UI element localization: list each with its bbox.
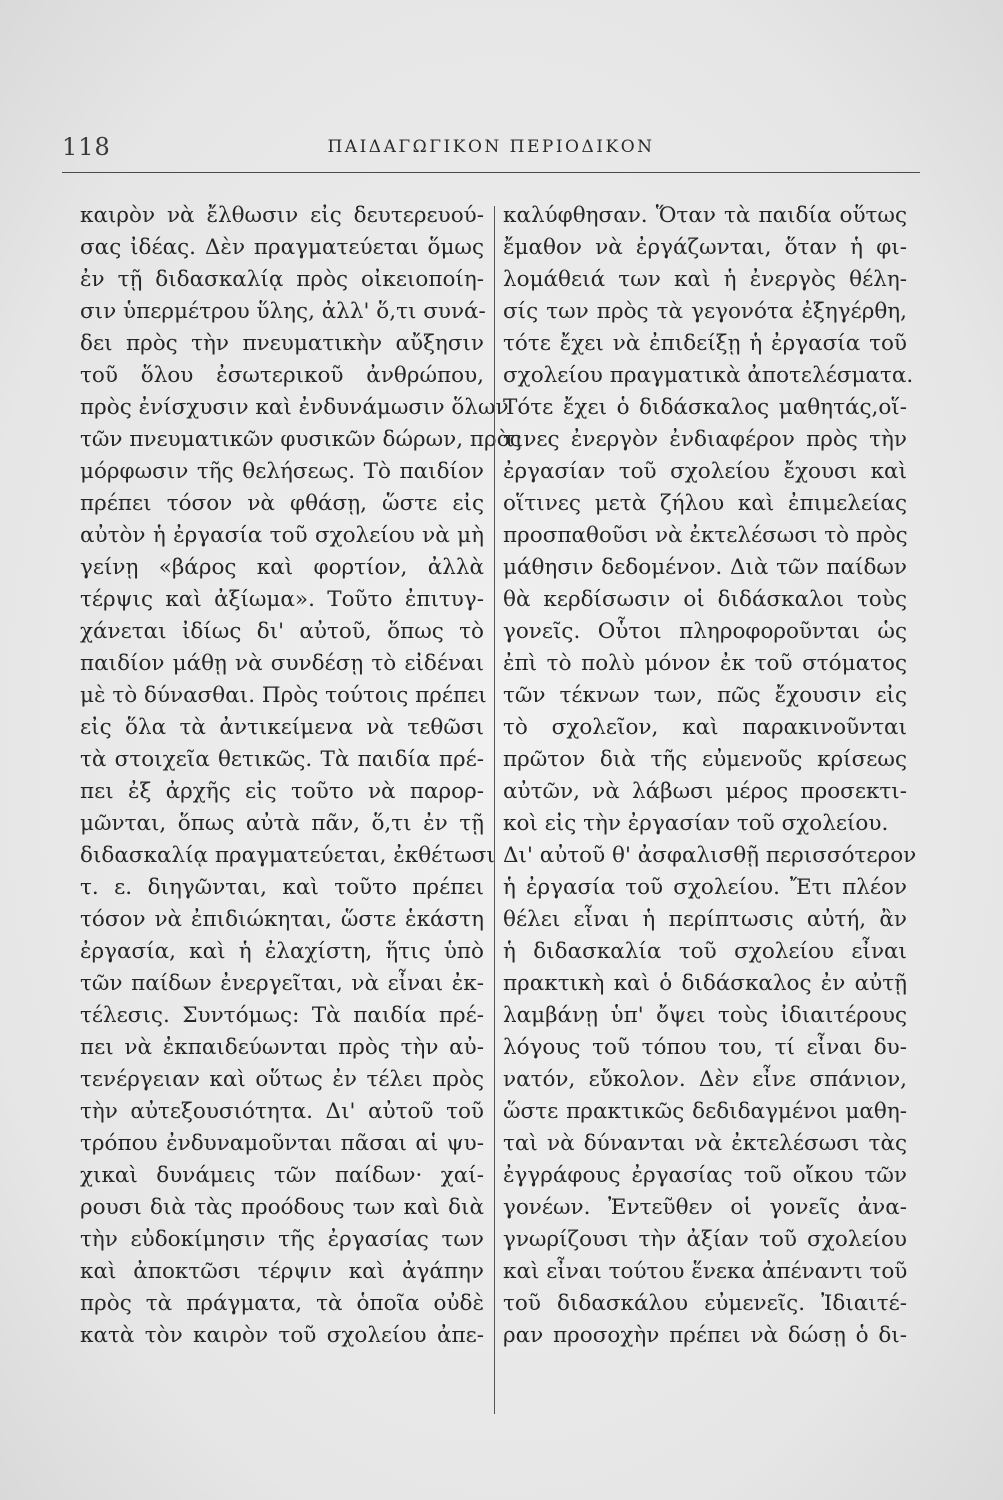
text-line: Τότε ἔχει ὁ διδάσκαλος μαθητάς,οἵ- (503, 395, 907, 420)
text-line: λαμβάνῃ ὑπ' ὄψει τοὺς ἰδιαιτέρους (503, 1003, 907, 1028)
text-line: σίς των πρὸς τὰ γεγονότα ἐξηγέρθη, (503, 299, 907, 324)
text-line: μόρφωσιν τῆς θελήσεως. Τὸ παιδίον (80, 459, 484, 484)
text-line: ἐργασία, καὶ ἡ ἐλαχίστη, ἥτις ὑπὸ (80, 939, 484, 964)
text-line: τέρψις καὶ ἀξίωμα». Τοῦτο ἐπιτυγ- (80, 587, 484, 612)
text-line: πει νὰ ἐκπαιδεύωνται πρὸς τὴν αὐ- (80, 1035, 484, 1060)
text-line: τινες ἐνεργὸν ἐνδιαφέρον πρὸς τὴν (503, 427, 907, 452)
page-number: 118 (62, 133, 111, 161)
text-line: λομάθειά των καὶ ἡ ἐνεργὸς θέλη- (503, 267, 907, 292)
text-line: ἐγγράφους ἐργασίας τοῦ οἴκου τῶν (503, 1163, 907, 1188)
text-line: τοῦ ὅλου ἐσωτερικοῦ ἀνθρώπου, (80, 363, 484, 388)
text-line: τὴν εὐδοκίμησιν τῆς ἐργασίας των (80, 1227, 484, 1252)
text-line: τὸ σχολεῖον, καὶ παρακινοῦνται (503, 715, 907, 740)
text-line: τῶν πνευματικῶν φυσικῶν δώρων, πρὸς (80, 427, 522, 452)
text-line: τῶν παίδων ἐνεργεῖται, νὰ εἶναι ἐκ- (80, 971, 484, 996)
text-line: κοὶ εἰς τὴν ἐργασίαν τοῦ σχολείου. (503, 811, 889, 836)
text-line: τότε ἔχει νὰ ἐπιδείξῃ ἡ ἐργασία τοῦ (503, 331, 907, 356)
text-line: χικαὶ δυνάμεις τῶν παίδων· χαί- (80, 1163, 484, 1188)
text-line: πρὸς τὰ πράγματα, τὰ ὁποῖα οὐδὲ (80, 1291, 484, 1316)
text-line: αὐτῶν, νὰ λάβωσι μέρος προσεκτι- (503, 779, 907, 804)
text-line: χάνεται ἰδίως δι' αὐτοῦ, ὅπως τὸ (80, 619, 484, 644)
right-column (503, 200, 917, 1352)
text-line: ρουσι διὰ τὰς προόδους των καὶ διὰ (80, 1195, 484, 1220)
text-line: ραν προσοχὴν πρέπει νὰ δώσῃ ὁ δι- (503, 1323, 907, 1348)
text-line: πει ἐξ ἀρχῆς εἰς τοῦτο νὰ παρορ- (80, 779, 484, 804)
page-header (62, 133, 920, 167)
text-line: νατόν, εὔκολον. Δὲν εἶνε σπάνιον, (503, 1067, 907, 1092)
text-line: ἡ ἐργασία τοῦ σχολείου. Ἔτι πλέον (503, 875, 907, 900)
text-line: Δι' αὐτοῦ θ' ἀσφαλισθῇ περισσότερον (503, 843, 917, 868)
text-line: καλύφθησαν. Ὅταν τὰ παιδία οὕτως (503, 203, 907, 228)
text-line: καὶ εἶναι τούτου ἕνεκα ἀπέναντι τοῦ (503, 1259, 908, 1284)
header-rule (62, 172, 920, 173)
text-line: τενέργειαν καὶ οὕτως ἐν τέλει πρὸς (80, 1067, 484, 1092)
text-line: πρακτικὴ καὶ ὁ διδάσκαλος ἐν αὐτῇ (503, 971, 907, 996)
text-line: μάθησιν δεδομένον. Διὰ τῶν παίδων (503, 555, 907, 580)
text-line: αὐτὸν ἡ ἐργασία τοῦ σχολείου νὰ μὴ (80, 523, 484, 548)
text-line: γείνῃ «βάρος καὶ φορτίον, ἀλλὰ (80, 555, 484, 580)
text-line: οἵτινες μετὰ ζήλου καὶ ἐπιμελείας (503, 491, 907, 516)
text-line: ἐργασίαν τοῦ σχολείου ἔχουσι καὶ (503, 459, 907, 484)
text-line: ἡ διδασκαλία τοῦ σχολείου εἶναι (503, 939, 907, 964)
left-column (80, 200, 522, 1352)
text-line: τοῦ διδασκάλου εὐμενεῖς. Ἰδιαιτέ- (503, 1291, 907, 1316)
text-line: καιρὸν νὰ ἔλθωσιν εἰς δευτερευού- (80, 203, 484, 228)
text-line: εἰς ὅλα τὰ ἀντικείμενα νὰ τεθῶσι (80, 715, 484, 740)
text-line: λόγους τοῦ τόπου του, τί εἶναι δυ- (503, 1035, 907, 1060)
text-line: τ. ε. διηγῶνται, καὶ τοῦτο πρέπει (80, 875, 484, 900)
text-line: γονεῖς. Οὗτοι πληροφοροῦνται ὡς (503, 619, 907, 644)
text-line: γονέων. Ἐντεῦθεν οἱ γονεῖς ἀνα- (503, 1195, 907, 1220)
text-line: τρόπου ἐνδυναμοῦνται πᾶσαι αἱ ψυ- (80, 1131, 484, 1156)
text-line: πρὸς ἐνίσχυσιν καὶ ἐνδυνάμωσιν ὅλων (80, 395, 509, 420)
text-line: ἔμαθον νὰ ἐργάζωνται, ὅταν ἡ φι- (503, 235, 907, 260)
column-divider (494, 206, 495, 1414)
text-line: καὶ ἀποκτῶσι τέρψιν καὶ ἀγάπην (80, 1259, 484, 1284)
text-line: παιδίον μάθῃ νὰ συνδέσῃ τὸ εἰδέναι (80, 651, 484, 676)
text-line: σας ἰδέας. Δὲν πραγματεύεται ὅμως (80, 235, 484, 260)
text-line: τῶν τέκνων των, πῶς ἔχουσιν εἰς (503, 683, 907, 708)
text-line: τὰ στοιχεῖα θετικῶς. Τὰ παιδία πρέ- (80, 747, 484, 772)
text-line: σιν ὑπερμέτρου ὕλης, ἀλλ' ὅ,τι συνά- (80, 299, 486, 324)
text-line: μῶνται, ὅπως αὐτὰ πᾶν, ὅ,τι ἐν τῇ (80, 811, 484, 836)
text-line: ἐπὶ τὸ πολὺ μόνον ἐκ τοῦ στόματος (503, 651, 907, 676)
text-line: πρέπει τόσον νὰ φθάσῃ, ὥστε εἰς (80, 491, 484, 516)
text-line: θὰ κερδίσωσιν οἱ διδάσκαλοι τοὺς (503, 587, 907, 612)
text-line: ὥστε πρακτικῶς δεδιδαγμένοι μαθη- (503, 1099, 907, 1124)
text-line: προσπαθοῦσι νὰ ἐκτελέσωσι τὸ πρὸς (503, 523, 908, 548)
text-line: κατὰ τὸν καιρὸν τοῦ σχολείου ἀπε- (80, 1323, 484, 1348)
text-line: τέλεσις. Συντόμως: Τὰ παιδία πρέ- (80, 1003, 484, 1028)
text-line: διδασκαλίᾳ πραγματεύεται, ἐκθέτωσι (80, 843, 495, 868)
text-line: ταὶ νὰ δύνανται νὰ ἐκτελέσωσι τὰς (503, 1131, 907, 1156)
text-line: γνωρίζουσι τὴν ἀξίαν τοῦ σχολείου (503, 1227, 907, 1252)
text-line: μὲ τὸ δύνασθαι. Πρὸς τούτοις πρέπει (80, 683, 487, 708)
text-line: δει πρὸς τὴν πνευματικὴν αὔξησιν (80, 331, 484, 356)
text-line: τὴν αὐτεξουσιότητα. Δι' αὐτοῦ τοῦ (80, 1099, 484, 1124)
text-line: σχολείου πραγματικὰ ἀποτελέσματα. (503, 363, 914, 388)
text-line: πρῶτον διὰ τῆς εὐμενοῦς κρίσεως (503, 747, 907, 772)
text-line: θέλει εἶναι ἡ περίπτωσις αὐτή, ἂν (503, 907, 907, 932)
running-title: ΠΑΙΔΑΓΩΓΙΚΟΝ ΠΕΡΙΟΔΙΚΟΝ (327, 137, 655, 157)
text-line: τόσον νὰ ἐπιδιώκηται, ὥστε ἑκάστη (80, 907, 484, 932)
text-line: ἐν τῇ διδασκαλίᾳ πρὸς οἰκειοποίη- (80, 267, 484, 292)
